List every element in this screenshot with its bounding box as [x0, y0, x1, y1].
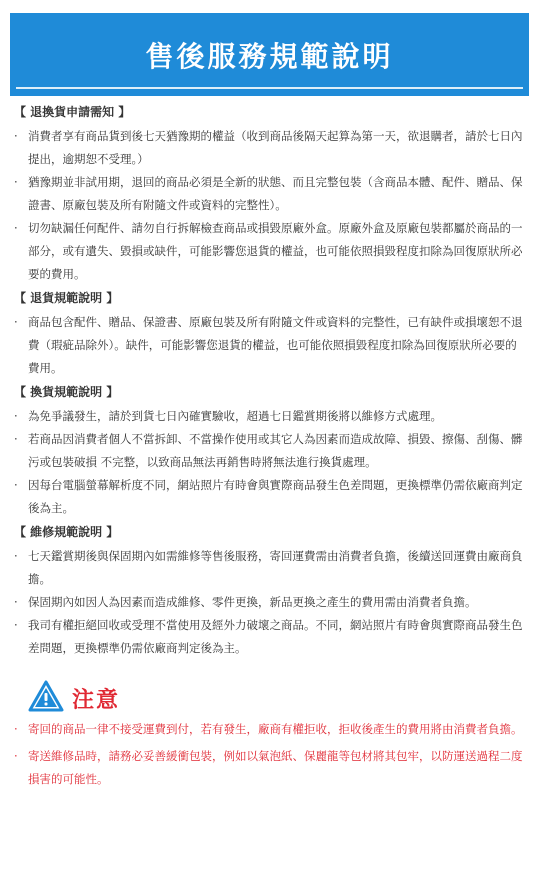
list-item [14, 718, 524, 741]
list-item-text: 猶豫期並非試用期，退回的商品必須是全新的狀態、而且完整包裝（含商品本體、配件、贈品、保證書、原廠包裝及所有附隨文件或資料的完整性）。 [28, 175, 523, 212]
list-item [14, 474, 524, 520]
list-item [14, 217, 524, 286]
notice-list [14, 718, 524, 791]
bullet: · [14, 432, 18, 446]
list-item-text: 保固期內如因人為因素而造成維修、零件更換，新品更換之產生的費用需由消費者負擔。 [28, 595, 477, 609]
section-title-exchange: 【 換貨規範說明 】 [14, 385, 119, 399]
section-title-return: 【 退貨規範說明 】 [14, 291, 119, 305]
bullet: · [14, 749, 18, 763]
section-title-return-exchange: 【 退換貨申請需知 】 [14, 105, 131, 119]
bullet: · [14, 618, 18, 632]
section-title-repair: 【 維修規範說明 】 [14, 525, 119, 539]
header-banner [10, 13, 529, 96]
bullet: · [14, 409, 18, 423]
bullet: · [14, 129, 18, 143]
list-item [14, 311, 524, 380]
list-item-text: 寄送維修品時，請務必妥善緩衝包裝，例如以氣泡紙、保麗龍等包材將其包牢，以防運送過程二度損害的可能性。 [28, 749, 523, 786]
bullet: · [14, 722, 18, 736]
list-item-text: 因每台電腦螢幕解析度不同，網站照片有時會與實際商品發生色差問題，更換標準仍需依廠商判定後為主。 [28, 478, 523, 515]
list-item [14, 545, 524, 591]
list-item-text: 寄回的商品一律不接受運費到付，若有發生，廠商有權拒收，拒收後產生的費用將由消費者負擔。 [28, 722, 523, 736]
list-item-text: 消費者享有商品貨到後七天猶豫期的權益（收到商品後隔天起算為第一天，欲退購者，請於七日內提出，逾期恕不受理。） [28, 129, 523, 166]
bullet: · [14, 175, 18, 189]
bullet: · [14, 595, 18, 609]
list-item [14, 428, 524, 474]
list-item [14, 591, 524, 614]
list-item-text: 我司有權拒絕回收或受理不當使用及經外力破壞之商品。不同，網站照片有時會與實際商品發生色差問題，更換標準仍需依廠商判定後為主。 [28, 618, 523, 655]
list-item [14, 125, 524, 171]
bullet: · [14, 549, 18, 563]
notice-label: 注意 [72, 687, 121, 713]
list-item [14, 171, 524, 217]
list-item-text: 若商品因消費者個人不當拆卸、不當操作使用或其它人為因素而造成故障、損毀、擦傷、刮傷、髒污或包裝破損 不完整，以致商品無法再銷售時將無法進行換貨處理。 [28, 432, 523, 469]
notice-header [28, 678, 524, 718]
bullet: · [14, 221, 18, 235]
list-item [14, 745, 524, 791]
list-item-text: 七天鑑賞期後與保固期內如需維修等售後服務，寄回運費需由消費者負擔，後續送回運費由廠商負擔。 [28, 549, 523, 586]
list-item [14, 614, 524, 660]
bullet: · [14, 478, 18, 492]
warning-icon [28, 680, 64, 716]
page-title: 售後服務規範說明 [145, 39, 394, 73]
list-item [14, 405, 524, 428]
list-item-text: 切勿缺漏任何配件、請勿自行拆解檢查商品或損毀原廠外盒。原廠外盒及原廠包裝都屬於商品的一部分，或有遺失、毀損或缺件，可能影響您退貨的權益，也可能依照損毀程度扣除為回復原狀所必要的費用。 [28, 221, 523, 281]
list-item-text: 商品包含配件、贈品、保證書、原廠包裝及所有附隨文件或資料的完整性，已有缺件或損壞恕不退費（瑕疵品除外）。缺件，可能影響您退貨的權益，也可能依照損毀程度扣除為回復原狀所必要的費用。 [28, 315, 523, 375]
list-item-text: 為免爭議發生，請於到貨七日內確實驗收，超過七日鑑賞期後將以維修方式處理。 [28, 409, 442, 423]
bullet: · [14, 315, 18, 329]
content [14, 100, 524, 791]
